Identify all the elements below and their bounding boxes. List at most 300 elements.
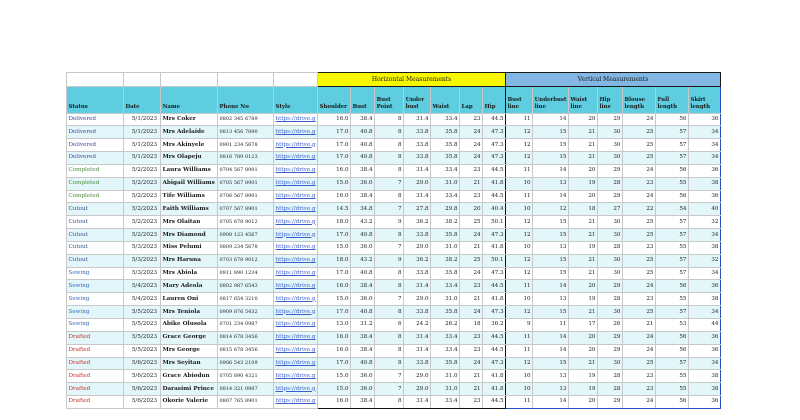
status-cell[interactable]: Drafted [67,370,124,383]
cell-waist-line[interactable]: 20 [568,113,597,126]
cell-shoulder[interactable]: 17.0 [318,152,351,165]
cell-skirt-length[interactable]: 32 [688,216,720,229]
cell-full-length[interactable]: 55 [655,241,688,254]
style-link[interactable]: https://drive.g [274,152,318,165]
cell-shoulder[interactable]: 15.0 [318,370,351,383]
cell-full-length[interactable]: 57 [655,254,688,267]
phone-cell[interactable]: 0816 789 0123 [218,152,274,165]
cell-hip[interactable]: 44.5 [483,113,506,126]
cell-under-bust[interactable]: 31.4 [404,113,431,126]
cell-hip-line[interactable]: 29 [597,396,622,409]
cell-waist-line[interactable]: 21 [568,229,597,242]
cell-waist[interactable]: 35.8 [431,306,460,319]
cell-hip-line[interactable]: 30 [597,357,622,370]
phone-cell[interactable]: 0814 321 0987 [218,383,274,396]
name-cell[interactable]: Mrs Abiola [161,267,218,280]
cell-waist-line[interactable]: 21 [568,254,597,267]
phone-cell[interactable]: 0908 123 4567 [218,229,274,242]
cell-lap[interactable]: 21 [460,293,483,306]
style-link[interactable]: https://drive.g [274,370,318,383]
cell-hip-line[interactable]: 30 [597,152,622,165]
phone-cell[interactable]: 0813 456 7890 [218,126,274,139]
cell-skirt-length[interactable]: 34 [688,357,720,370]
cell-skirt-length[interactable]: 38 [688,383,720,396]
cell-bust[interactable]: 40.8 [351,139,375,152]
cell-underbust-line[interactable]: 15 [533,357,569,370]
status-cell[interactable]: Completed [67,177,124,190]
cell-under-bust[interactable]: 33.8 [404,126,431,139]
cell-hip[interactable]: 44.5 [483,344,506,357]
name-cell[interactable]: Darasimi Prince [161,383,218,396]
cell-waist[interactable]: 33.4 [431,113,460,126]
cell-shoulder[interactable]: 15.0 [318,177,351,190]
column-header-skirt-length[interactable]: Skirt length [688,87,720,114]
cell-blouse-length[interactable]: 23 [622,293,655,306]
cell[interactable] [124,73,161,87]
cell-hip-line[interactable]: 28 [597,370,622,383]
cell-hip-line[interactable]: 30 [597,306,622,319]
cell-lap[interactable]: 23 [460,396,483,409]
cell-bust-line[interactable]: 9 [506,319,533,332]
name-cell[interactable]: Miss Pelumi [161,241,218,254]
style-link[interactable]: https://drive.g [274,139,318,152]
cell-under-bust[interactable]: 31.4 [404,190,431,203]
cell-underbust-line[interactable]: 12 [533,203,569,216]
cell-waist[interactable]: 31.0 [431,293,460,306]
cell-bust-line[interactable]: 10 [506,177,533,190]
cell-waist-line[interactable]: 21 [568,152,597,165]
cell-skirt-length[interactable]: 38 [688,293,720,306]
date-cell[interactable]: 5/1/2023 [124,152,161,165]
status-cell[interactable]: Delivered [67,152,124,165]
style-link[interactable]: https://drive.g [274,190,318,203]
cell-bust-line[interactable]: 10 [506,293,533,306]
column-header-bust-point[interactable]: Bust Point [375,87,404,114]
column-header-underbust-line[interactable]: Underbust line [533,87,569,114]
column-header-under-bust[interactable]: Under bust [404,87,431,114]
date-cell[interactable]: 5/5/2023 [124,331,161,344]
cell-full-length[interactable]: 55 [655,177,688,190]
cell-bust-line[interactable]: 12 [506,152,533,165]
cell-bust-line[interactable]: 12 [506,254,533,267]
column-header-hip[interactable]: Hip [483,87,506,114]
cell-underbust-line[interactable]: 13 [533,177,569,190]
cell-bust-point[interactable]: 8 [375,139,404,152]
cell-full-length[interactable]: 55 [655,383,688,396]
cell-under-bust[interactable]: 29.0 [404,293,431,306]
cell-underbust-line[interactable]: 13 [533,383,569,396]
cell-hip-line[interactable]: 29 [597,344,622,357]
cell-bust-line[interactable]: 10 [506,241,533,254]
date-cell[interactable]: 5/5/2023 [124,319,161,332]
cell-lap[interactable]: 24 [460,229,483,242]
phone-cell[interactable]: 0911 890 1234 [218,267,274,280]
cell-waist[interactable]: 26.2 [431,319,460,332]
cell-bust-line[interactable]: 11 [506,396,533,409]
cell-lap[interactable]: 21 [460,370,483,383]
cell[interactable] [67,73,124,87]
cell-lap[interactable]: 18 [460,319,483,332]
cell-bust-point[interactable]: 8 [375,164,404,177]
cell-bust-point[interactable]: 8 [375,190,404,203]
date-cell[interactable]: 5/2/2023 [124,229,161,242]
cell-hip[interactable]: 44.5 [483,280,506,293]
cell-shoulder[interactable]: 16.0 [318,113,351,126]
cell-blouse-length[interactable]: 25 [622,254,655,267]
cell-bust[interactable]: 38.4 [351,113,375,126]
cell-hip[interactable]: 44.5 [483,190,506,203]
cell-blouse-length[interactable]: 25 [622,126,655,139]
cell-underbust-line[interactable]: 14 [533,164,569,177]
cell-skirt-length[interactable]: 36 [688,190,720,203]
cell-hip[interactable]: 41.8 [483,177,506,190]
phone-cell[interactable]: 0704 567 8901 [218,164,274,177]
name-cell[interactable]: Mrs Haruna [161,254,218,267]
date-cell[interactable]: 5/3/2023 [124,254,161,267]
cell-skirt-length[interactable]: 36 [688,280,720,293]
date-cell[interactable]: 5/2/2023 [124,203,161,216]
cell-hip[interactable]: 47.3 [483,152,506,165]
cell-hip[interactable]: 47.3 [483,229,506,242]
phone-cell[interactable]: 0703 678 9012 [218,254,274,267]
cell-bust-point[interactable]: 7 [375,241,404,254]
cell-lap[interactable]: 25 [460,216,483,229]
cell-under-bust[interactable]: 36.2 [404,216,431,229]
cell-hip-line[interactable]: 28 [597,177,622,190]
horizontal-measurements-header[interactable]: Horizontal Measurements [318,73,506,87]
cell-skirt-length[interactable]: 44 [688,319,720,332]
name-cell[interactable]: Mrs Diamond [161,229,218,242]
cell[interactable] [161,73,218,87]
cell-hip-line[interactable]: 30 [597,139,622,152]
cell-waist-line[interactable]: 19 [568,383,597,396]
cell-hip[interactable]: 47.3 [483,139,506,152]
style-link[interactable]: https://drive.g [274,203,318,216]
style-link[interactable]: https://drive.g [274,306,318,319]
status-cell[interactable]: Cutout [67,254,124,267]
status-cell[interactable]: Cutout [67,241,124,254]
cell-bust-point[interactable]: 8 [375,357,404,370]
cell-skirt-length[interactable]: 36 [688,164,720,177]
column-header-hip-line[interactable]: Hip line [597,87,622,114]
cell-hip-line[interactable]: 29 [597,280,622,293]
cell-bust[interactable]: 38.4 [351,164,375,177]
cell-hip-line[interactable]: 30 [597,267,622,280]
cell-under-bust[interactable]: 29.0 [404,383,431,396]
cell-bust[interactable]: 34.8 [351,203,375,216]
cell-bust-point[interactable]: 9 [375,216,404,229]
status-cell[interactable]: Drafted [67,357,124,370]
cell-bust[interactable]: 40.8 [351,152,375,165]
column-header-waist[interactable]: Waist [431,87,460,114]
status-cell[interactable]: Delivered [67,139,124,152]
cell-waist-line[interactable]: 20 [568,344,597,357]
cell-waist-line[interactable]: 21 [568,306,597,319]
cell-waist[interactable]: 31.0 [431,383,460,396]
date-cell[interactable]: 5/3/2023 [124,241,161,254]
cell-waist[interactable]: 33.4 [431,331,460,344]
cell-bust-point[interactable]: 8 [375,344,404,357]
date-cell[interactable]: 5/2/2023 [124,190,161,203]
column-header-lap[interactable]: Lap [460,87,483,114]
cell-bust-point[interactable]: 8 [375,396,404,409]
column-header-full-length[interactable]: Full length [655,87,688,114]
name-cell[interactable]: Mrs Coker [161,113,218,126]
name-cell[interactable]: Abigail Williams [161,177,218,190]
name-cell[interactable]: Mrs Seyitan [161,357,218,370]
style-link[interactable]: https://drive.g [274,357,318,370]
cell-bust[interactable]: 38.4 [351,344,375,357]
cell-hip-line[interactable]: 27 [597,203,622,216]
date-cell[interactable]: 5/6/2023 [124,357,161,370]
cell-skirt-length[interactable]: 34 [688,139,720,152]
cell-bust-line[interactable]: 10 [506,370,533,383]
cell-shoulder[interactable]: 16.0 [318,280,351,293]
cell-skirt-length[interactable]: 36 [688,113,720,126]
cell-underbust-line[interactable]: 15 [533,216,569,229]
cell-lap[interactable]: 21 [460,177,483,190]
name-cell[interactable]: Mary Adeola [161,280,218,293]
cell-waist[interactable]: 35.8 [431,229,460,242]
cell-hip[interactable]: 50.1 [483,216,506,229]
cell-waist-line[interactable]: 20 [568,164,597,177]
cell-waist[interactable]: 38.2 [431,254,460,267]
cell-waist[interactable]: 35.8 [431,139,460,152]
cell-waist[interactable]: 35.8 [431,126,460,139]
cell-under-bust[interactable]: 29.0 [404,370,431,383]
cell-underbust-line[interactable]: 11 [533,319,569,332]
cell-bust-point[interactable]: 7 [375,203,404,216]
cell-bust-line[interactable]: 11 [506,164,533,177]
cell-skirt-length[interactable]: 40 [688,203,720,216]
cell-blouse-length[interactable]: 24 [622,190,655,203]
name-cell[interactable]: Mrs Akinyele [161,139,218,152]
cell-bust[interactable]: 40.8 [351,306,375,319]
cell-bust[interactable]: 40.8 [351,229,375,242]
cell-bust-point[interactable]: 6 [375,319,404,332]
status-cell[interactable]: Sewing [67,293,124,306]
date-cell[interactable]: 5/2/2023 [124,164,161,177]
cell-hip[interactable]: 50.1 [483,254,506,267]
cell-underbust-line[interactable]: 15 [533,126,569,139]
cell-full-length[interactable]: 56 [655,164,688,177]
phone-cell[interactable]: 0809 234 5678 [218,241,274,254]
cell-full-length[interactable]: 53 [655,319,688,332]
column-header-style[interactable]: Style [274,87,318,114]
cell-skirt-length[interactable]: 32 [688,254,720,267]
phone-cell[interactable]: 0705 567 8901 [218,177,274,190]
cell-under-bust[interactable]: 29.0 [404,241,431,254]
cell-hip[interactable]: 41.8 [483,383,506,396]
date-cell[interactable]: 5/5/2023 [124,344,161,357]
cell-underbust-line[interactable]: 14 [533,280,569,293]
cell-full-length[interactable]: 57 [655,229,688,242]
cell-waist-line[interactable]: 20 [568,280,597,293]
status-cell[interactable]: Sewing [67,306,124,319]
cell-bust-line[interactable]: 12 [506,267,533,280]
cell-skirt-length[interactable]: 38 [688,177,720,190]
cell-full-length[interactable]: 56 [655,396,688,409]
style-link[interactable]: https://drive.g [274,396,318,409]
cell-hip[interactable]: 47.3 [483,126,506,139]
date-cell[interactable]: 5/4/2023 [124,280,161,293]
cell-blouse-length[interactable]: 23 [622,177,655,190]
cell-hip-line[interactable]: 30 [597,216,622,229]
cell-hip[interactable]: 41.8 [483,241,506,254]
cell-lap[interactable]: 20 [460,203,483,216]
cell-waist-line[interactable]: 20 [568,396,597,409]
cell-underbust-line[interactable]: 14 [533,190,569,203]
cell-full-length[interactable]: 56 [655,331,688,344]
cell-underbust-line[interactable]: 15 [533,152,569,165]
cell-under-bust[interactable]: 31.4 [404,396,431,409]
column-header-date[interactable]: Date [124,87,161,114]
style-link[interactable]: https://drive.g [274,216,318,229]
style-link[interactable]: https://drive.g [274,331,318,344]
cell-bust-line[interactable]: 10 [506,383,533,396]
cell-full-length[interactable]: 54 [655,203,688,216]
cell-skirt-length[interactable]: 34 [688,306,720,319]
phone-cell[interactable]: 0707 567 8901 [218,203,274,216]
cell-bust-point[interactable]: 7 [375,177,404,190]
cell-bust-point[interactable]: 7 [375,370,404,383]
cell-lap[interactable]: 24 [460,139,483,152]
cell-shoulder[interactable]: 15.0 [318,241,351,254]
name-cell[interactable]: Abike Olusola [161,319,218,332]
cell-skirt-length[interactable]: 36 [688,344,720,357]
column-header-status[interactable]: Status [67,87,124,114]
cell-bust-point[interactable]: 8 [375,267,404,280]
cell-hip-line[interactable]: 28 [597,383,622,396]
cell-under-bust[interactable]: 33.8 [404,139,431,152]
cell-full-length[interactable]: 56 [655,190,688,203]
status-cell[interactable]: Drafted [67,396,124,409]
cell-shoulder[interactable]: 16.0 [318,396,351,409]
cell-underbust-line[interactable]: 15 [533,306,569,319]
date-cell[interactable]: 5/6/2023 [124,370,161,383]
phone-cell[interactable]: 0814 678 3456 [218,331,274,344]
cell-blouse-length[interactable]: 21 [622,319,655,332]
cell-under-bust[interactable]: 31.4 [404,164,431,177]
cell-hip-line[interactable]: 29 [597,190,622,203]
style-link[interactable]: https://drive.g [274,241,318,254]
cell-bust-line[interactable]: 12 [506,357,533,370]
cell-blouse-length[interactable]: 24 [622,280,655,293]
cell-lap[interactable]: 25 [460,254,483,267]
cell-waist[interactable]: 33.4 [431,344,460,357]
cell-under-bust[interactable]: 24.2 [404,319,431,332]
name-cell[interactable]: Grace Abiodun [161,370,218,383]
cell-under-bust[interactable]: 33.8 [404,357,431,370]
cell-bust-point[interactable]: 7 [375,383,404,396]
cell-hip-line[interactable]: 29 [597,331,622,344]
cell-full-length[interactable]: 55 [655,293,688,306]
cell-underbust-line[interactable]: 15 [533,267,569,280]
cell-underbust-line[interactable]: 13 [533,241,569,254]
cell-bust-point[interactable]: 8 [375,113,404,126]
cell-skirt-length[interactable]: 36 [688,331,720,344]
cell-shoulder[interactable]: 17.0 [318,126,351,139]
cell-lap[interactable]: 24 [460,126,483,139]
style-link[interactable]: https://drive.g [274,344,318,357]
cell-shoulder[interactable]: 16.0 [318,164,351,177]
cell-waist[interactable]: 33.4 [431,396,460,409]
phone-cell[interactable]: 0901 234 5678 [218,139,274,152]
cell-bust-point[interactable]: 8 [375,229,404,242]
cell-full-length[interactable]: 57 [655,126,688,139]
cell-waist-line[interactable]: 21 [568,139,597,152]
date-cell[interactable]: 5/2/2023 [124,177,161,190]
name-cell[interactable]: Laura Williams [161,164,218,177]
cell-skirt-length[interactable]: 34 [688,126,720,139]
cell-bust[interactable]: 36.0 [351,383,375,396]
cell-waist[interactable]: 29.8 [431,203,460,216]
cell-hip-line[interactable]: 28 [597,241,622,254]
cell-bust-line[interactable]: 11 [506,280,533,293]
cell-skirt-length[interactable]: 34 [688,267,720,280]
status-cell[interactable]: Completed [67,190,124,203]
status-cell[interactable]: Sewing [67,280,124,293]
column-header-bust[interactable]: Bust [351,87,375,114]
cell-hip[interactable]: 44.5 [483,396,506,409]
cell-hip[interactable]: 44.5 [483,331,506,344]
status-cell[interactable]: Delivered [67,126,124,139]
cell-underbust-line[interactable]: 15 [533,229,569,242]
cell-bust[interactable]: 38.4 [351,190,375,203]
cell-hip-line[interactable]: 30 [597,254,622,267]
cell-bust[interactable]: 36.0 [351,293,375,306]
cell-waist-line[interactable]: 20 [568,331,597,344]
cell-waist[interactable]: 31.0 [431,241,460,254]
phone-cell[interactable]: 0802 987 6543 [218,280,274,293]
name-cell[interactable]: Tife Williams [161,190,218,203]
cell-hip[interactable]: 41.8 [483,293,506,306]
cell-full-length[interactable]: 57 [655,152,688,165]
cell-full-length[interactable]: 57 [655,306,688,319]
cell-bust-point[interactable]: 8 [375,152,404,165]
cell-waist-line[interactable]: 20 [568,190,597,203]
cell-under-bust[interactable]: 27.8 [404,203,431,216]
status-cell[interactable]: Cutout [67,229,124,242]
cell-shoulder[interactable]: 15.0 [318,293,351,306]
date-cell[interactable]: 5/1/2023 [124,126,161,139]
cell-bust[interactable]: 36.0 [351,241,375,254]
cell-waist-line[interactable]: 19 [568,293,597,306]
name-cell[interactable]: Mrs Adelaide [161,126,218,139]
column-header-shoulder[interactable]: Shoulder [318,87,351,114]
column-header-name[interactable]: Name [161,87,218,114]
cell-bust[interactable]: 40.8 [351,267,375,280]
cell-hip-line[interactable]: 29 [597,113,622,126]
cell-hip[interactable]: 36.2 [483,319,506,332]
cell-shoulder[interactable]: 18.0 [318,216,351,229]
cell-blouse-length[interactable]: 25 [622,306,655,319]
cell-hip[interactable]: 47.3 [483,306,506,319]
cell-full-length[interactable]: 56 [655,344,688,357]
cell-waist[interactable]: 35.8 [431,152,460,165]
cell-hip-line[interactable]: 28 [597,293,622,306]
cell-blouse-length[interactable]: 24 [622,396,655,409]
style-link[interactable]: https://drive.g [274,113,318,126]
cell-under-bust[interactable]: 29.0 [404,177,431,190]
style-link[interactable]: https://drive.g [274,254,318,267]
cell-hip[interactable]: 44.5 [483,164,506,177]
cell-lap[interactable]: 23 [460,280,483,293]
name-cell[interactable]: Mrs Olaitan [161,216,218,229]
cell-under-bust[interactable]: 33.8 [404,152,431,165]
cell-shoulder[interactable]: 17.0 [318,357,351,370]
cell-skirt-length[interactable]: 34 [688,152,720,165]
